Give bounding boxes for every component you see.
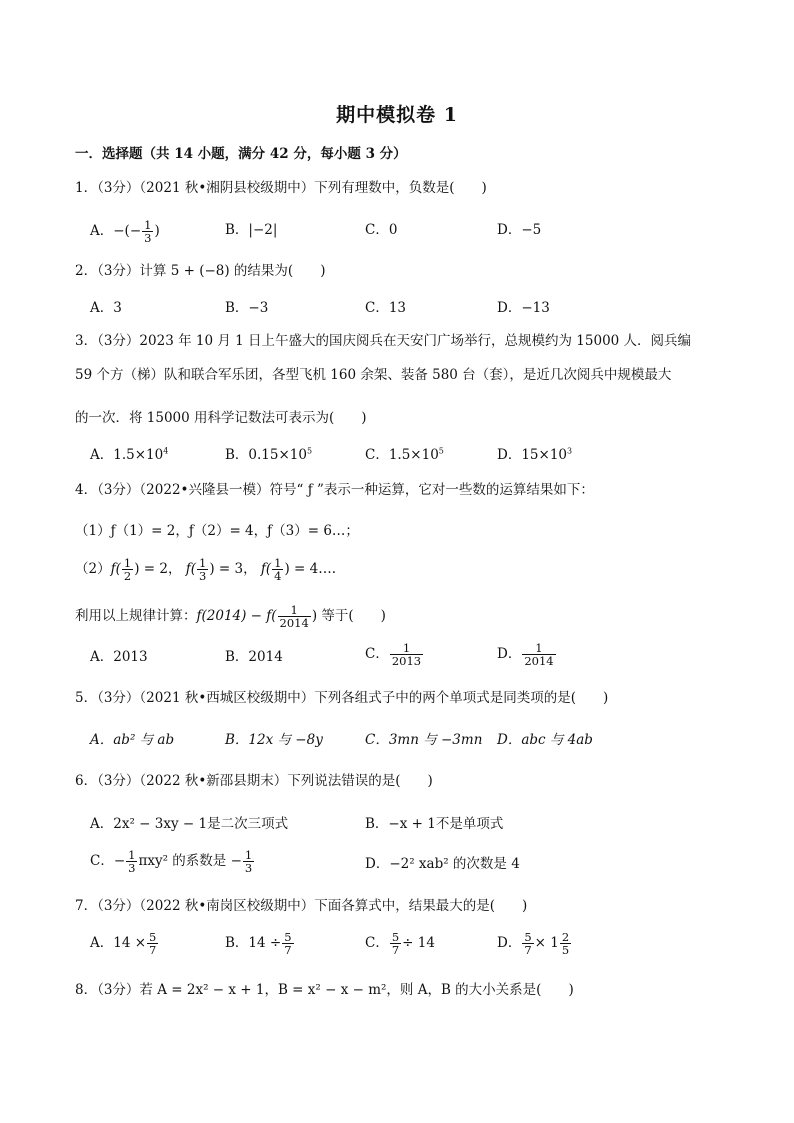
option-label: C． bbox=[365, 935, 389, 951]
question-4-option-c[interactable] bbox=[365, 642, 424, 667]
numerator: 1 bbox=[244, 848, 253, 862]
question-5-option-a[interactable]: A．ab² 与 ab bbox=[90, 732, 175, 748]
question-4-option-a[interactable]: A．2013 bbox=[90, 649, 148, 665]
function-symbol: f( bbox=[110, 561, 121, 577]
denominator: 2 bbox=[123, 569, 132, 583]
question-2-option-a[interactable]: A．3 bbox=[90, 300, 122, 316]
numerator: 1 bbox=[274, 556, 282, 570]
option-text: C．1.5×10 bbox=[365, 447, 439, 463]
question-3-stem-line-1: 3．（3分）2023 年 10 月 1 日上午盛大的国庆阅兵在天安门广场举行，总规模约为 15000 人．阅兵编 bbox=[75, 333, 692, 349]
numerator: 1 bbox=[199, 556, 207, 570]
fraction bbox=[142, 219, 153, 244]
denominator: 4 bbox=[274, 569, 282, 583]
question-4-calc bbox=[75, 604, 386, 629]
calc-expression: f(2014) − f( bbox=[196, 608, 277, 624]
rule-label: （2） bbox=[75, 561, 111, 577]
denominator: 3 bbox=[128, 861, 136, 875]
question-2-option-d[interactable]: D．−13 bbox=[497, 300, 550, 316]
option-label: D． bbox=[497, 935, 522, 951]
question-7-option-c[interactable] bbox=[365, 931, 435, 956]
question-3-stem-line-3: 的一次．将 15000 用科学记数法可表示为( ) bbox=[75, 410, 367, 426]
option-text: B．0.15×10 bbox=[225, 447, 307, 463]
numerator: 5 bbox=[391, 930, 400, 944]
question-6-option-b[interactable]: B．−x + 1不是单项式 bbox=[365, 816, 504, 832]
denominator: 7 bbox=[284, 943, 292, 957]
question-5-option-d[interactable]: D．abc 与 4ab bbox=[497, 732, 593, 748]
denominator: 3 bbox=[199, 569, 207, 583]
exponent: 3 bbox=[567, 446, 573, 456]
fraction bbox=[122, 557, 133, 582]
numerator: 5 bbox=[149, 930, 157, 944]
question-6-stem: 6．（3分）（2022 秋•新邵县期末）下列说法错误的是( ) bbox=[75, 773, 433, 789]
question-4-stem: 4．（3分）（2022•兴隆县一模）符号“ ƒ ”表示一种运算，它对一些数的运算结果如下： bbox=[75, 482, 594, 498]
denominator: 3 bbox=[144, 231, 152, 245]
exponent: 5 bbox=[306, 446, 313, 456]
option-label: C．− bbox=[90, 853, 126, 869]
question-6-option-a[interactable]: A．2x² − 3xy − 1是二次三项式 bbox=[90, 816, 289, 832]
option-label: A．14 × bbox=[90, 935, 147, 951]
option-label: D． bbox=[497, 646, 522, 662]
fraction bbox=[272, 557, 283, 582]
question-7-option-b[interactable] bbox=[225, 931, 295, 956]
denominator: 7 bbox=[149, 943, 157, 957]
option-text: × 1 bbox=[534, 935, 559, 951]
question-3-option-a[interactable] bbox=[90, 446, 168, 464]
option-text: −(− bbox=[113, 223, 142, 239]
question-3-option-c[interactable] bbox=[365, 446, 444, 464]
numerator: 1 bbox=[390, 642, 423, 655]
option-text: ) bbox=[154, 223, 160, 239]
fraction bbox=[560, 931, 571, 956]
question-3-stem-line-2: 59 个方（梯）队和联合军乐团，各型飞机 160 余架、装备 580 台（套），是近几次阅兵中规模最大 bbox=[75, 367, 672, 383]
fraction bbox=[282, 931, 293, 956]
question-4-rule-2 bbox=[75, 557, 336, 582]
numerator: 2 bbox=[561, 930, 570, 944]
question-7-option-d[interactable] bbox=[497, 931, 572, 956]
question-2-stem: 2．（3分）计算 5 + (−8) 的结果为( ) bbox=[75, 263, 326, 279]
calc-suffix: ) 等于( ) bbox=[311, 608, 386, 624]
fraction bbox=[390, 931, 401, 956]
fraction bbox=[243, 849, 254, 874]
question-4-option-d[interactable] bbox=[497, 642, 557, 667]
fraction bbox=[147, 931, 158, 956]
option-text: D．15×10 bbox=[497, 447, 567, 463]
rule-value: ) = 3， bbox=[209, 561, 257, 577]
question-5-option-c[interactable]: C．3mn 与 −3mn bbox=[365, 732, 483, 748]
denominator: 7 bbox=[524, 943, 532, 957]
page-title: 期中模拟卷 1 bbox=[336, 104, 458, 126]
numerator: 1 bbox=[123, 556, 132, 570]
option-label: C． bbox=[365, 646, 389, 662]
fraction bbox=[522, 931, 533, 956]
question-5-option-b[interactable]: B．12x 与 −8y bbox=[225, 732, 323, 748]
fraction bbox=[390, 642, 423, 667]
rule-value: ) = 2， bbox=[134, 561, 182, 577]
question-2-option-c[interactable]: C．13 bbox=[365, 300, 407, 316]
question-1-stem: 1．（3分）（2021 秋•湘阴县校级期中）下列有理数中，负数是( ) bbox=[75, 180, 487, 196]
denominator: 2014 bbox=[524, 654, 554, 668]
option-text: A．1.5×10 bbox=[90, 447, 164, 463]
question-5-stem: 5．（3分）（2021 秋•西城区校级期中）下列各组式子中的两个单项式是同类项的是( ) bbox=[75, 690, 609, 706]
numerator: 1 bbox=[128, 848, 136, 862]
numerator: 1 bbox=[278, 604, 311, 617]
question-1-option-b[interactable]: B．|−2| bbox=[225, 222, 278, 238]
function-symbol: f( bbox=[260, 561, 272, 577]
rule-value: ) = 4…. bbox=[284, 561, 337, 577]
denominator: 5 bbox=[561, 943, 570, 957]
denominator: 2014 bbox=[279, 616, 309, 630]
numerator: 5 bbox=[524, 930, 532, 944]
exponent: 4 bbox=[163, 446, 169, 456]
option-text: πxy² 的系数是 − bbox=[138, 853, 242, 869]
section-heading: 一．选择题（共 14 小题，满分 42 分，每小题 3 分） bbox=[75, 146, 407, 162]
fraction bbox=[126, 849, 137, 874]
question-1-option-c[interactable]: C．0 bbox=[365, 222, 398, 238]
denominator: 3 bbox=[244, 861, 253, 875]
function-symbol: f( bbox=[185, 561, 196, 577]
question-2-option-b[interactable]: B．−3 bbox=[225, 300, 269, 316]
question-7-option-a[interactable] bbox=[90, 931, 159, 956]
question-6-option-d[interactable]: D．−2² xab² 的次数是 4 bbox=[365, 856, 520, 872]
numerator: 1 bbox=[522, 642, 555, 655]
question-4-option-b[interactable]: B．2014 bbox=[225, 649, 283, 665]
fraction bbox=[197, 557, 208, 582]
fraction bbox=[522, 642, 555, 667]
question-4-rule-1: （1）ƒ（1）= 2，ƒ（2）= 4，ƒ（3）= 6…； bbox=[75, 523, 359, 539]
option-text: ÷ 14 bbox=[402, 935, 435, 951]
option-label: B．14 ÷ bbox=[225, 935, 282, 951]
question-3-option-b[interactable] bbox=[225, 446, 312, 464]
question-6-option-c[interactable] bbox=[90, 849, 255, 874]
option-label: A． bbox=[90, 223, 114, 239]
question-1-option-d[interactable]: D．−5 bbox=[497, 222, 542, 238]
question-3-option-d[interactable] bbox=[497, 446, 572, 464]
fraction bbox=[278, 604, 311, 629]
calc-label: 利用以上规律计算： bbox=[75, 608, 197, 624]
question-8-stem: 8．（3分）若 A = 2x² − x + 1，B = x² − x − m²，则 A，B 的大小关系是( ) bbox=[75, 982, 574, 998]
question-7-stem: 7．（3分）（2022 秋•南岗区校级期中）下面各算式中，结果最大的是( ) bbox=[75, 898, 528, 914]
denominator: 7 bbox=[391, 943, 400, 957]
numerator: 1 bbox=[144, 218, 152, 232]
exponent: 5 bbox=[438, 446, 444, 456]
numerator: 5 bbox=[284, 930, 292, 944]
denominator: 2013 bbox=[391, 654, 422, 668]
question-1-option-a[interactable] bbox=[90, 219, 160, 244]
